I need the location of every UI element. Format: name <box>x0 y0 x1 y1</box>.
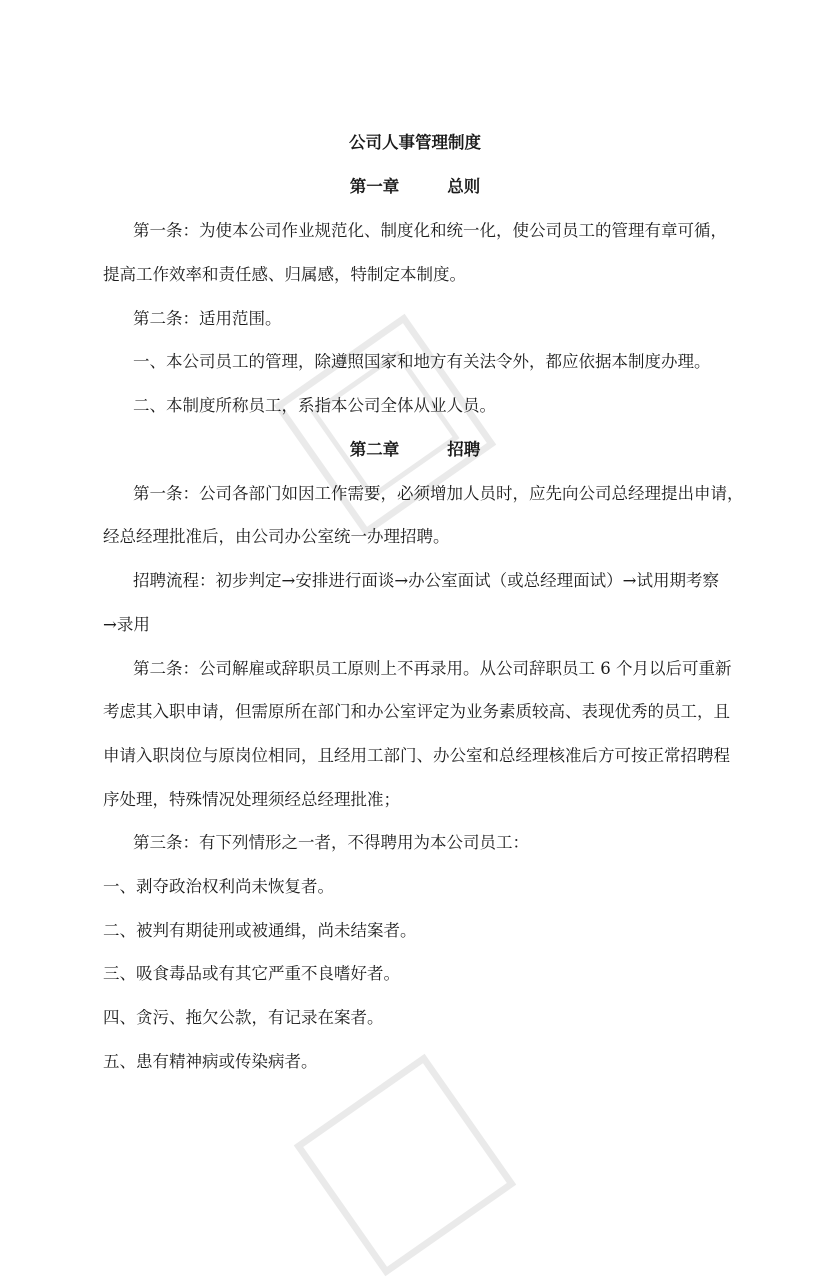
paragraph-line: 序处理，特殊情况处理须经总经理批准； <box>103 790 400 809</box>
paragraph-line: 第一条：公司各部门如因工作需要，必须增加人员时，应先向公司总经理提出申请， <box>133 484 744 503</box>
chapter-2-number: 第二章 <box>349 440 400 459</box>
paragraph-line: 申请入职岗位与原岗位相同，且经用工部门、办公室和总经理核准后方可按正常招聘程 <box>103 746 730 765</box>
watermark-icon <box>267 307 504 544</box>
chapter-1-heading <box>0 175 830 199</box>
paragraph-line: 第三条：有下列情形之一者，不得聘用为本公司员工： <box>133 833 529 852</box>
chapter-1-number: 第一章 <box>349 177 400 196</box>
paragraph-line: 三、吸食毒品或有其它严重不良嗜好者。 <box>103 964 400 983</box>
chapter-2-heading <box>0 438 830 462</box>
document-title: 公司人事管理制度 <box>349 133 481 152</box>
paragraph-line: 第二条：公司解雇或辞职员工原则上不再录用。从公司辞职员工 6 个月以后可重新 <box>133 659 732 678</box>
paragraph-line: 招聘流程：初步判定→安排进行面谈→办公室面试（或总经理面试）→试用期考察 <box>133 571 719 590</box>
chapter-1-name: 总则 <box>447 177 481 196</box>
watermark-icon <box>287 1047 524 1283</box>
paragraph-line: 五、患有精神病或传染病者。 <box>103 1052 318 1071</box>
paragraph-line: 一、本公司员工的管理，除遵照国家和地方有关法令外，都应依据本制度办理。 <box>133 352 711 371</box>
paragraph-line: 第二条：适用范围。 <box>133 309 282 328</box>
chapter-2-name: 招聘 <box>447 440 481 459</box>
paragraph-line: 二、本制度所称员工，系指本公司全体从业人员。 <box>133 396 496 415</box>
paragraph-line: 一、剥夺政治权利尚未恢复者。 <box>103 877 334 896</box>
paragraph-line: 二、被判有期徒刑或被通缉，尚未结案者。 <box>103 921 417 940</box>
paragraph-line: 四、贪污、拖欠公款，有记录在案者。 <box>103 1008 384 1027</box>
paragraph-line: 经总经理批准后，由公司办公室统一办理招聘。 <box>103 527 450 546</box>
paragraph-line: 考虑其入职申请，但需原所在部门和办公室评定为业务素质较高、表现优秀的员工，且 <box>103 702 730 721</box>
paragraph-line: →录用 <box>103 615 150 634</box>
paragraph-line: 第一条：为使本公司作业规范化、制度化和统一化，使公司员工的管理有章可循， <box>133 221 727 240</box>
paragraph-line: 提高工作效率和责任感、归属感，特制定本制度。 <box>103 265 466 284</box>
